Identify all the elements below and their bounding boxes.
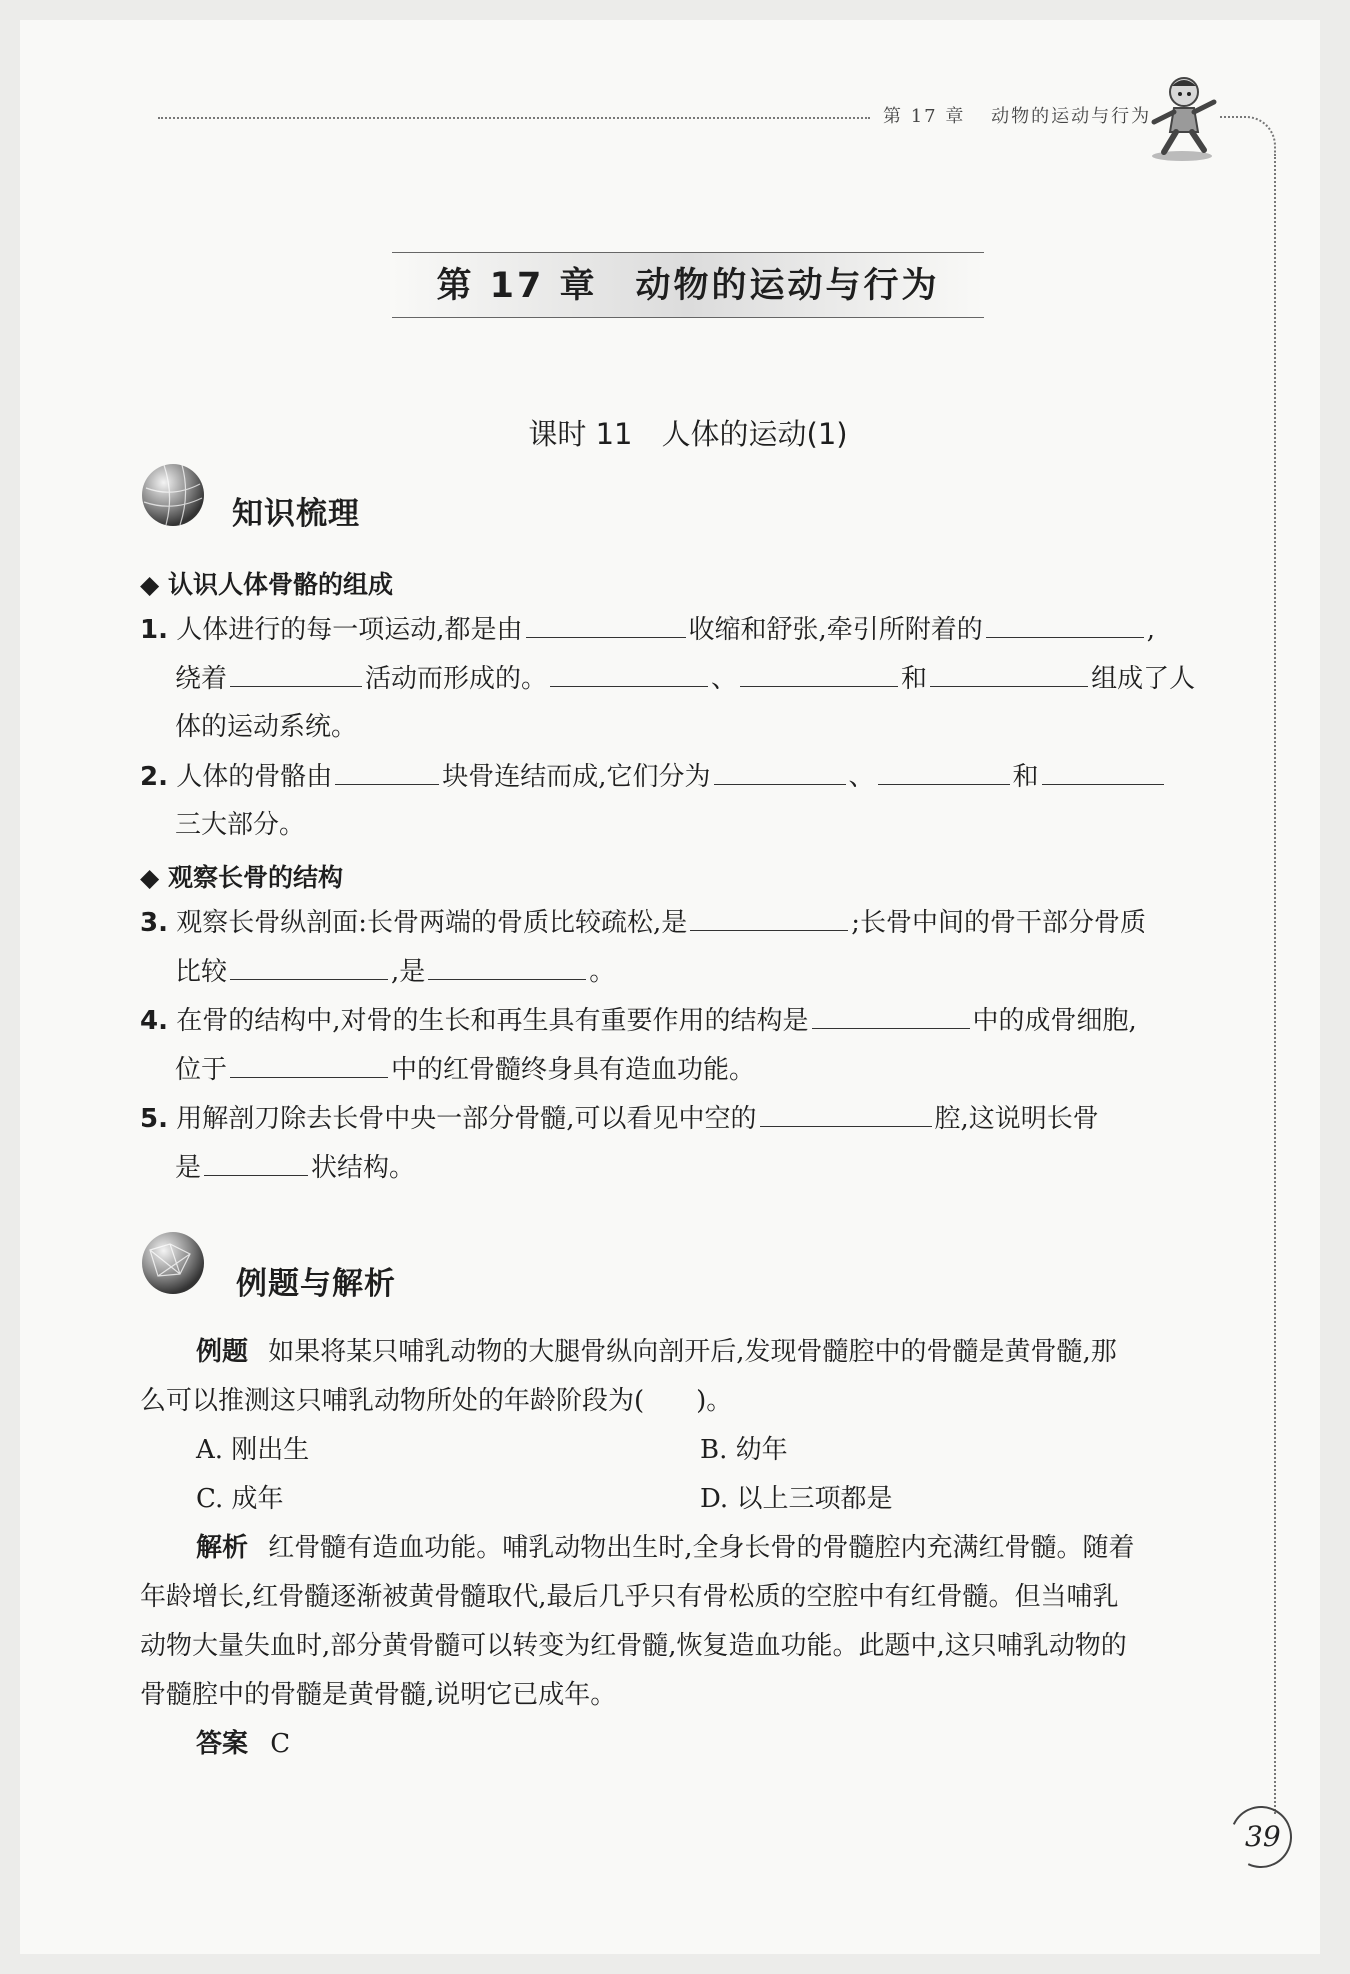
question-text: 腔,这说明长骨	[934, 1104, 1099, 1134]
answer-blank[interactable]	[878, 758, 1010, 785]
answer-blank[interactable]	[740, 660, 898, 687]
answer-blank[interactable]	[550, 660, 708, 687]
question-3-line-1	[140, 904, 1146, 941]
answer-blank[interactable]	[690, 904, 848, 931]
section-title-examples: 例题与解析	[236, 1266, 396, 1302]
question-text: 是	[175, 1153, 202, 1183]
example-label: 例题	[196, 1337, 249, 1367]
question-4-line-1	[140, 1002, 1137, 1039]
question-text: 收缩和舒张,牵引所附着的	[688, 615, 983, 645]
question-text: 和	[901, 664, 928, 694]
analysis-line-1	[196, 1530, 1135, 1566]
answer-blank[interactable]	[335, 758, 439, 785]
answer-blank[interactable]	[812, 1002, 970, 1029]
question-number: 4.	[140, 1006, 168, 1036]
question-text: 块骨连结而成,它们分为	[442, 762, 711, 792]
question-text: 三大部分。	[175, 810, 306, 840]
option-b: B. 幼年	[700, 1435, 788, 1465]
question-text: 体的运动系统。	[175, 712, 358, 742]
question-text: ,是	[391, 957, 426, 987]
question-text: 组成了人	[1091, 664, 1196, 694]
question-text: 状结构。	[311, 1153, 416, 1183]
option-d: D. 以上三项都是	[700, 1484, 893, 1514]
subheading-long-bone: ◆ 观察长骨的结构	[140, 863, 343, 892]
question-1-line-2	[175, 660, 1195, 697]
running-header	[883, 102, 1169, 128]
question-3-line-2	[175, 953, 615, 990]
question-number: 2.	[140, 762, 168, 792]
question-1-line-3	[175, 709, 357, 745]
header-dotted-rule	[158, 117, 870, 119]
page	[20, 20, 1320, 1954]
analysis-line-2: 年龄增长,红骨髓逐渐被黄骨髓取代,最后几乎只有骨松质的空腔中有红骨髓。但当哺乳	[140, 1582, 1119, 1612]
question-text: ;长骨中间的骨干部分骨质	[851, 908, 1147, 938]
question-text: 比较	[175, 957, 228, 987]
header-dotted-corner	[1220, 116, 1276, 156]
question-text: 。	[589, 957, 616, 987]
globe-icon	[140, 462, 206, 528]
running-mascot-icon	[1140, 72, 1224, 162]
answer-blank[interactable]	[526, 611, 686, 638]
question-2-line-2	[175, 807, 305, 843]
question-5-line-2	[175, 1149, 415, 1186]
answer-blank[interactable]	[1042, 758, 1164, 785]
header-chapter: 第 17 章	[883, 106, 966, 127]
question-4-line-2	[175, 1051, 755, 1088]
answer-blank[interactable]	[230, 660, 362, 687]
question-text: 中的红骨髓终身具有造血功能。	[391, 1055, 756, 1085]
subheading-text: 观察长骨的结构	[167, 863, 343, 892]
analysis-text: 红骨髓有造血功能。哺乳动物出生时,全身长骨的骨髓腔内充满红骨髓。随着	[268, 1533, 1135, 1563]
answer-blank[interactable]	[428, 953, 586, 980]
question-text: 在骨的结构中,对骨的生长和再生具有重要作用的结构是	[176, 1006, 809, 1036]
question-text: ,	[1146, 615, 1156, 645]
question-text: 观察长骨纵剖面:长骨两端的骨质比较疏松,是	[176, 908, 688, 938]
answer-blank[interactable]	[930, 660, 1088, 687]
question-5-line-1	[140, 1100, 1099, 1137]
answer-value: C	[270, 1729, 291, 1759]
question-number: 3.	[140, 908, 168, 938]
question-text: 人体进行的每一项运动,都是由	[176, 615, 523, 645]
answer-blank[interactable]	[230, 953, 388, 980]
example-line-2: 么可以推测这只哺乳动物所处的年龄阶段为( )。	[140, 1386, 733, 1416]
question-text: 、	[711, 664, 738, 694]
example-text: 如果将某只哺乳动物的大腿骨纵向剖开后,发现骨髓腔中的骨髓是黄骨髓,那	[268, 1337, 1117, 1367]
option-a: A. 刚出生	[196, 1435, 310, 1465]
analysis-line-4: 骨髓腔中的骨髓是黄骨髓,说明它已成年。	[140, 1680, 617, 1710]
answer-blank[interactable]	[230, 1051, 388, 1078]
analysis-label: 解析	[196, 1533, 249, 1563]
analysis-line-3: 动物大量失血时,部分黄骨髓可以转变为红骨髓,恢复造血功能。此题中,这只哺乳动物的	[140, 1631, 1127, 1661]
question-text: 、	[848, 762, 875, 792]
question-2-line-1	[140, 758, 1167, 795]
lesson-title: 课时 11 人体的运动(1)	[528, 417, 848, 451]
answer-line	[196, 1726, 290, 1762]
example-line-1	[196, 1334, 1117, 1370]
answer-blank[interactable]	[714, 758, 846, 785]
question-1-line-1	[140, 611, 1155, 648]
header-topic: 动物的运动与行为	[991, 106, 1152, 127]
section-title-knowledge: 知识梳理	[232, 496, 360, 532]
question-text: 位于	[175, 1055, 228, 1085]
answer-blank[interactable]	[986, 611, 1144, 638]
question-number: 1.	[140, 615, 168, 645]
question-text: 用解剖刀除去长骨中央一部分骨髓,可以看见中空的	[176, 1104, 757, 1134]
option-c: C. 成年	[196, 1484, 284, 1514]
subheading-bone-composition: ◆ 认识人体骨骼的组成	[140, 570, 393, 599]
chapter-title: 第 17 章 动物的运动与行为	[436, 266, 940, 306]
answer-blank[interactable]	[760, 1100, 932, 1127]
side-dotted-rule	[1274, 154, 1276, 1814]
question-text: 活动而形成的。	[365, 664, 548, 694]
question-text: 中的成骨细胞,	[972, 1006, 1137, 1036]
answer-label: 答案	[196, 1729, 249, 1759]
answer-blank[interactable]	[204, 1149, 308, 1176]
subheading-text: 认识人体骨骼的组成	[167, 570, 393, 599]
question-text: 人体的骨骼由	[176, 762, 333, 792]
network-globe-icon	[140, 1230, 206, 1296]
question-number: 5.	[140, 1104, 168, 1134]
page-number: 39	[1245, 1820, 1281, 1853]
question-text: 绕着	[175, 664, 228, 694]
question-text: 和	[1012, 762, 1039, 792]
